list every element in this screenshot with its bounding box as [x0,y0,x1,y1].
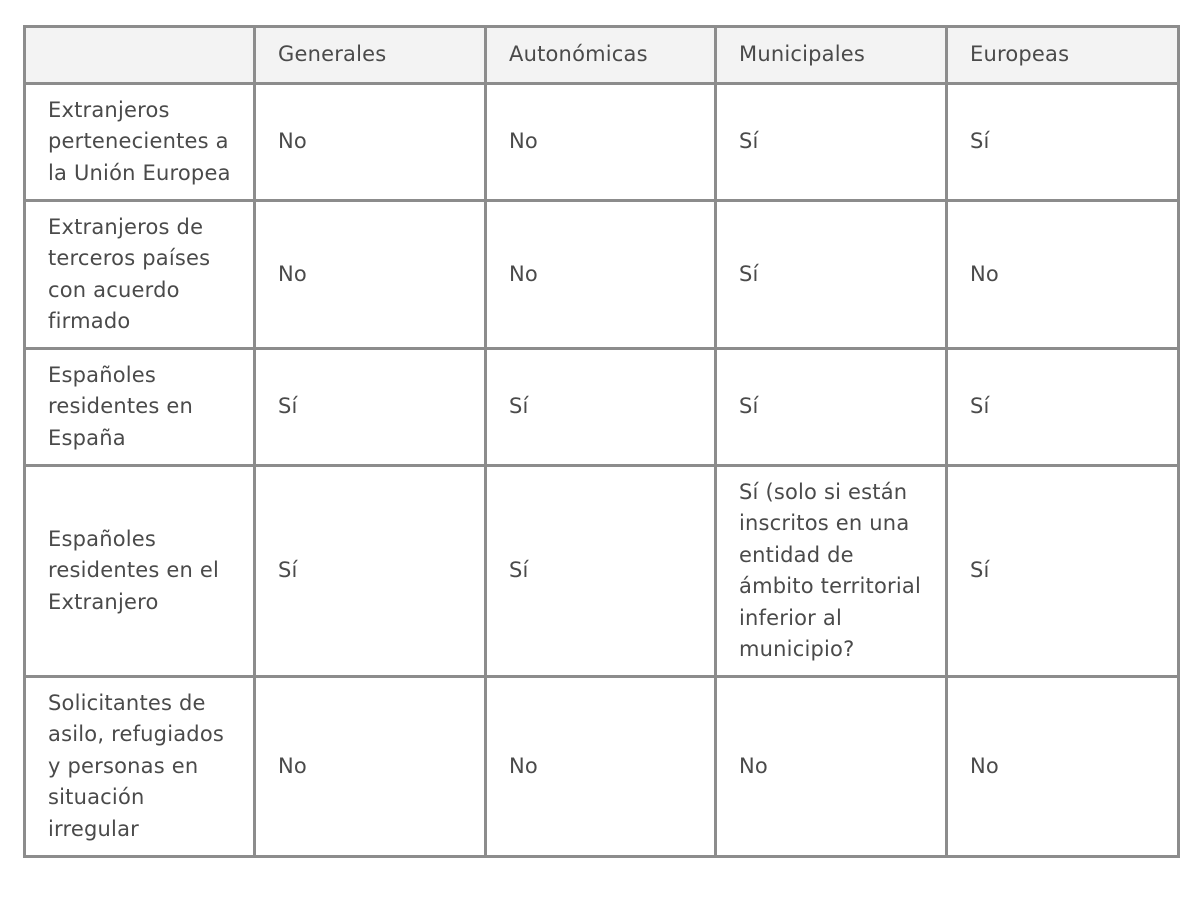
table-cell: Sí [255,466,486,677]
table-row [25,201,1179,349]
header-cell-empty [25,27,255,84]
row-label: Españoles residentes en España [25,349,255,466]
table-cell: Sí [716,84,947,201]
voting-rights-table [23,25,1180,858]
table-cell: Sí [255,349,486,466]
row-label: Solicitantes de asilo, refugiados y personas en situación irregular [25,677,255,857]
row-label: Extranjeros pertenecientes a la Unión Europea [25,84,255,201]
table-row [25,349,1179,466]
table-row [25,677,1179,857]
table-row [25,466,1179,677]
table-cell: Sí [486,349,716,466]
table-cell: No [255,677,486,857]
table-cell: Sí [716,349,947,466]
table-cell: No [486,201,716,349]
header-cell-europeas: Europeas [947,27,1179,84]
header-cell-municipales: Municipales [716,27,947,84]
table-cell: No [486,84,716,201]
header-cell-generales: Generales [255,27,486,84]
row-label: Españoles residentes en el Extranjero [25,466,255,677]
table-cell: Sí (solo si están inscritos en una entidad de ámbito territorial inferior al municipio? [716,466,947,677]
table-cell: Sí [716,201,947,349]
table-cell: No [716,677,947,857]
table-cell: No [255,84,486,201]
table-header-row [25,27,1179,84]
table-cell: Sí [486,466,716,677]
table-cell: Sí [947,84,1179,201]
table-cell: No [486,677,716,857]
table-cell: Sí [947,349,1179,466]
table-cell: No [947,201,1179,349]
table-cell: No [255,201,486,349]
row-label: Extranjeros de terceros países con acuerdo firmado [25,201,255,349]
table-cell: Sí [947,466,1179,677]
table-cell: No [947,677,1179,857]
table-row [25,84,1179,201]
header-cell-autonomicas: Autonómicas [486,27,716,84]
